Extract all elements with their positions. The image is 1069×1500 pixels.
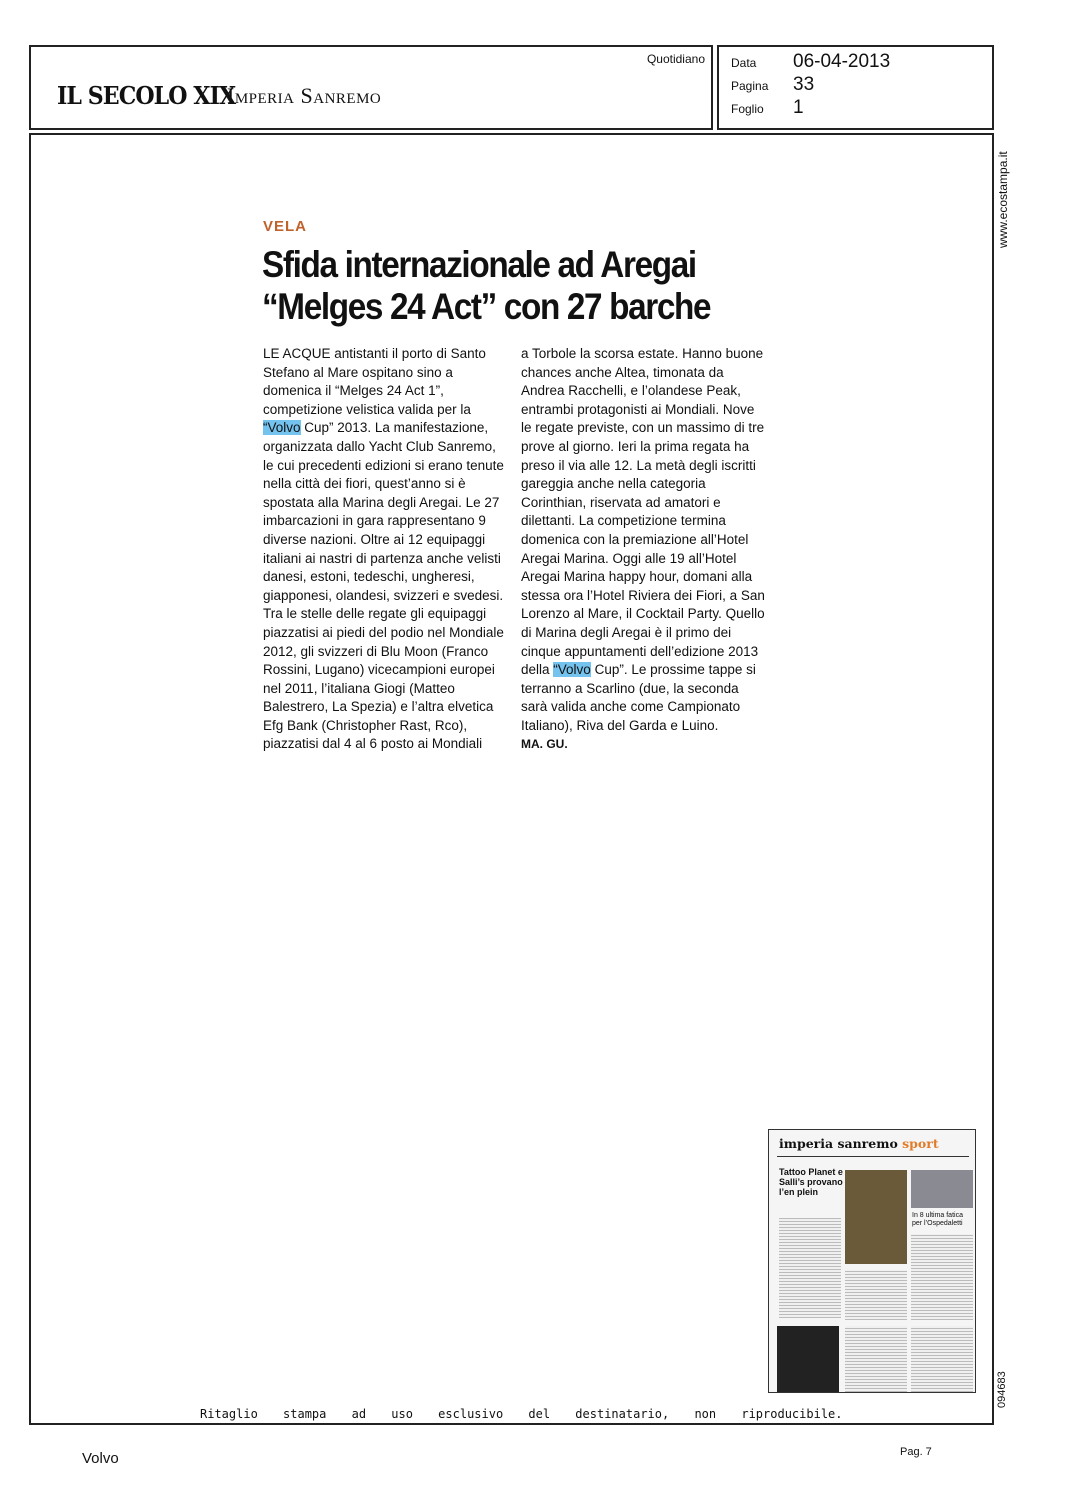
source-url: www.ecostampa.it xyxy=(996,151,1010,248)
headline-line-2: “Melges 24 Act” con 27 barche xyxy=(262,286,711,327)
thumbnail-photo-small xyxy=(911,1170,973,1208)
clipping-notice: Ritaglio stampa ad uso esclusivo del destinatario, non riproducibile. xyxy=(200,1407,843,1421)
article-paragraph-2: a Torbole la scorsa estate. Hanno buone chances anche Altea, timonata da Andrea Racchelli, e l’olandese Peak, entrambi protagonisti ai Mondiali. Nove le regate previste, con un massimo di tre prove al giorno. Ieri la prima regata ha preso il via alle 12. La metà degli iscritti gareggia anche nella categoria Corinthian, riservata ad amatori e dilettanti. La competizione termina domenica con la premiazione all’Hotel Aregai Marina. Oggi alle 19 all’Hotel Aregai Marina happy hour, domani alla stessa ora l’Hotel Riviera dei Fiori, a San Lorenzo al Mare, il Cocktail Party. Quello di Marina degli Aregai è il primo dei cinque appuntamenti dell’edizione 2013 della “Volvo Cup”. Le prossime tappe si terranno a Scarlino (due, la seconda sarà valida anche come Campionato Italiano), Riva del Garda e Luino. xyxy=(521,346,765,733)
article-column-2 xyxy=(521,345,765,754)
edition-name: Imperia Sanremo xyxy=(227,83,382,108)
date-value: 06-04-2013 xyxy=(793,51,891,72)
date-label: Data xyxy=(731,56,757,70)
sheet-label: Foglio xyxy=(731,102,764,116)
clipping-code: 094683 xyxy=(996,1371,1008,1408)
thumbnail-dark-box xyxy=(777,1326,839,1392)
thumbnail-headline: Tattoo Planet e Salli’s provano l’en plein xyxy=(779,1167,843,1197)
thumbnail-photo xyxy=(845,1170,907,1264)
page-label: Pagina xyxy=(731,79,769,93)
article-paragraph-1: LE ACQUE antistanti il porto di Santo Stefano al Mare ospitano sino a domenica il “Melges 24 Act 1”, competizione velistica valida per la “Volvo Cup” 2013. La manifestazione, organizzata dallo Yacht Club Sanremo, le cui precedenti edizioni si erano tenute nella città dei fiori, quest’anno si è spostata alla Marina degli Aregai. Le 27 imbarcazioni in gara rappresentano 9 diverse nazioni. Oltre ai 12 equipaggi italiani ai nastri di partenza anche velisti danesi, estoni, tedeschi, ungheresi, giapponesi, olandesi, svizzeri e svedesi. Tra le stelle delle regate gli equipaggi piazzatisi ai piedi del podio nel Mondiale 2012, gli svizzeri di Blu Moon (Franco Rossini, Lugano) vicecampioni europei nel 2011, l’italiana Giogi (Matteo Balestrero, La Spezia) e l’altra elvetica Efg Bank (Christopher Rast, Rco), piazzatisi dal 4 al 6 posto ai Mondiali xyxy=(263,346,504,752)
page-number: Pag. 7 xyxy=(900,1446,932,1458)
header-meta-box xyxy=(717,45,994,130)
client-name: Volvo xyxy=(82,1450,119,1467)
publication-type: Quotidiano xyxy=(646,52,705,66)
highlight-volvo: “Volvo xyxy=(553,662,591,678)
article-column-1 xyxy=(263,345,507,754)
byline: MA. GU. xyxy=(521,737,568,752)
header-left-box xyxy=(29,45,713,130)
thumbnail-headline-2: In 8 ultima fatica per l’Ospedaletti xyxy=(912,1212,963,1227)
thumbnail-title: imperia sanremo sport xyxy=(779,1136,939,1151)
page-thumbnail xyxy=(768,1129,976,1393)
masthead: IL SECOLO XIX xyxy=(57,81,236,110)
headline-line-1: Sfida internazionale ad Aregai xyxy=(262,244,696,285)
page-value: 33 xyxy=(793,74,815,95)
sheet-value: 1 xyxy=(793,97,804,118)
section-label: VELA xyxy=(263,218,308,235)
highlight-volvo: “Volvo xyxy=(263,420,301,436)
